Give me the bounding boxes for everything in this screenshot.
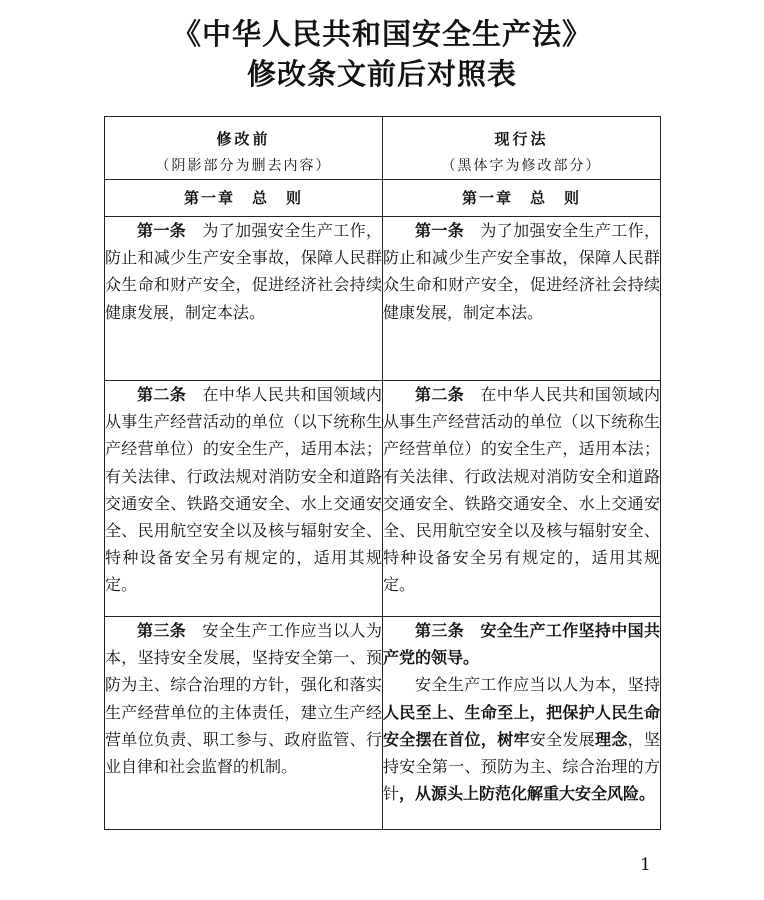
right-header-note: （黑体字为修改部分） <box>441 158 602 174</box>
left-header-note: （阴影部分为删去内容） <box>155 158 332 174</box>
article3-row <box>105 617 661 830</box>
article-text: 为了加强安全生产工作，防止和减少生产安全事故，保障人民群众生命和财产安全，促进经济社会持续健康发展，制定本法。 <box>383 221 660 322</box>
comparison-table <box>104 116 661 830</box>
article2-row <box>105 381 661 617</box>
article2-before <box>105 381 383 617</box>
article3-after <box>383 617 661 830</box>
document-subtitle: 修改条文前后对照表 <box>246 57 517 91</box>
header-row <box>105 117 661 180</box>
right-header-title: 现行法 <box>494 130 549 148</box>
article2-after <box>383 381 661 617</box>
text-segment: 安全发展 <box>529 729 596 749</box>
article-label: 第一条 <box>415 221 465 240</box>
article3-paragraph2 <box>383 671 660 807</box>
article-label: 第三条 <box>137 621 187 640</box>
chapter-right: 第一章 总 则 <box>383 180 661 217</box>
added-text: ，从源头上防范化解重大安全风险。 <box>399 784 656 804</box>
article1-before <box>105 217 383 381</box>
article3-before <box>105 617 383 830</box>
article-text: 为了加强安全生产工作，防止和减少生产安全事故，保障人民群众生命和财产安全，促进经济社会持续健康发展，制定本法。 <box>105 221 382 322</box>
article-label: 第二条 <box>415 385 465 404</box>
left-column-header <box>105 117 383 180</box>
text-segment: ，坚持安全第一、预防为主、综合治理的方针 <box>383 729 660 804</box>
article-text: 在中华人民共和国领域内从事生产经营活动的单位（以下统称生产经营单位）的安全生产，适用本法；有关法律、行政法规对消防安全和道路交通安全、铁路交通安全、水上交通安全、民用航空安全以及核与辐射安全、特种设备安全另有规定的，适用其规定。 <box>105 385 382 595</box>
added-text: 理念 <box>595 729 628 749</box>
document-title: 《中华人民共和国安全生产法》 <box>171 17 592 51</box>
page-number: 1 <box>640 855 651 875</box>
article-label: 第一条 <box>137 221 187 240</box>
text-segment: 安全生产工作应当以人为本，坚持 <box>415 675 660 695</box>
article-text: 安全生产工作应当以人为本，坚持安全发展，坚持安全第一、预防为主、综合治理的方针，强化和落实生产经营单位的主体责任，建立生产经营单位负责、职工参与、政府监管、行业自律和社会监督的机制。 <box>105 621 382 777</box>
added-text: 安全生产工作坚持中国共产党的领导。 <box>383 621 660 668</box>
chapter-row <box>105 180 661 217</box>
article1-row <box>105 217 661 381</box>
article-label: 第三条 <box>415 621 465 640</box>
added-text: 人民至上、生命至上，把保护人民生命安全摆在首位，树牢 <box>383 702 660 749</box>
article-text: 在中华人民共和国领域内从事生产经营活动的单位（以下统称生产经营单位）的安全生产，适用本法；有关法律、行政法规对消防安全和道路交通安全、铁路交通安全、水上交通安全、民用航空安全以及核与辐射安全、特种设备安全另有规定的，适用其规定。 <box>383 385 660 595</box>
left-header-title: 修改前 <box>216 130 271 148</box>
right-column-header <box>383 117 661 180</box>
chapter-left: 第一章 总 则 <box>105 180 383 217</box>
article1-after <box>383 217 661 381</box>
article-label: 第二条 <box>137 385 187 404</box>
